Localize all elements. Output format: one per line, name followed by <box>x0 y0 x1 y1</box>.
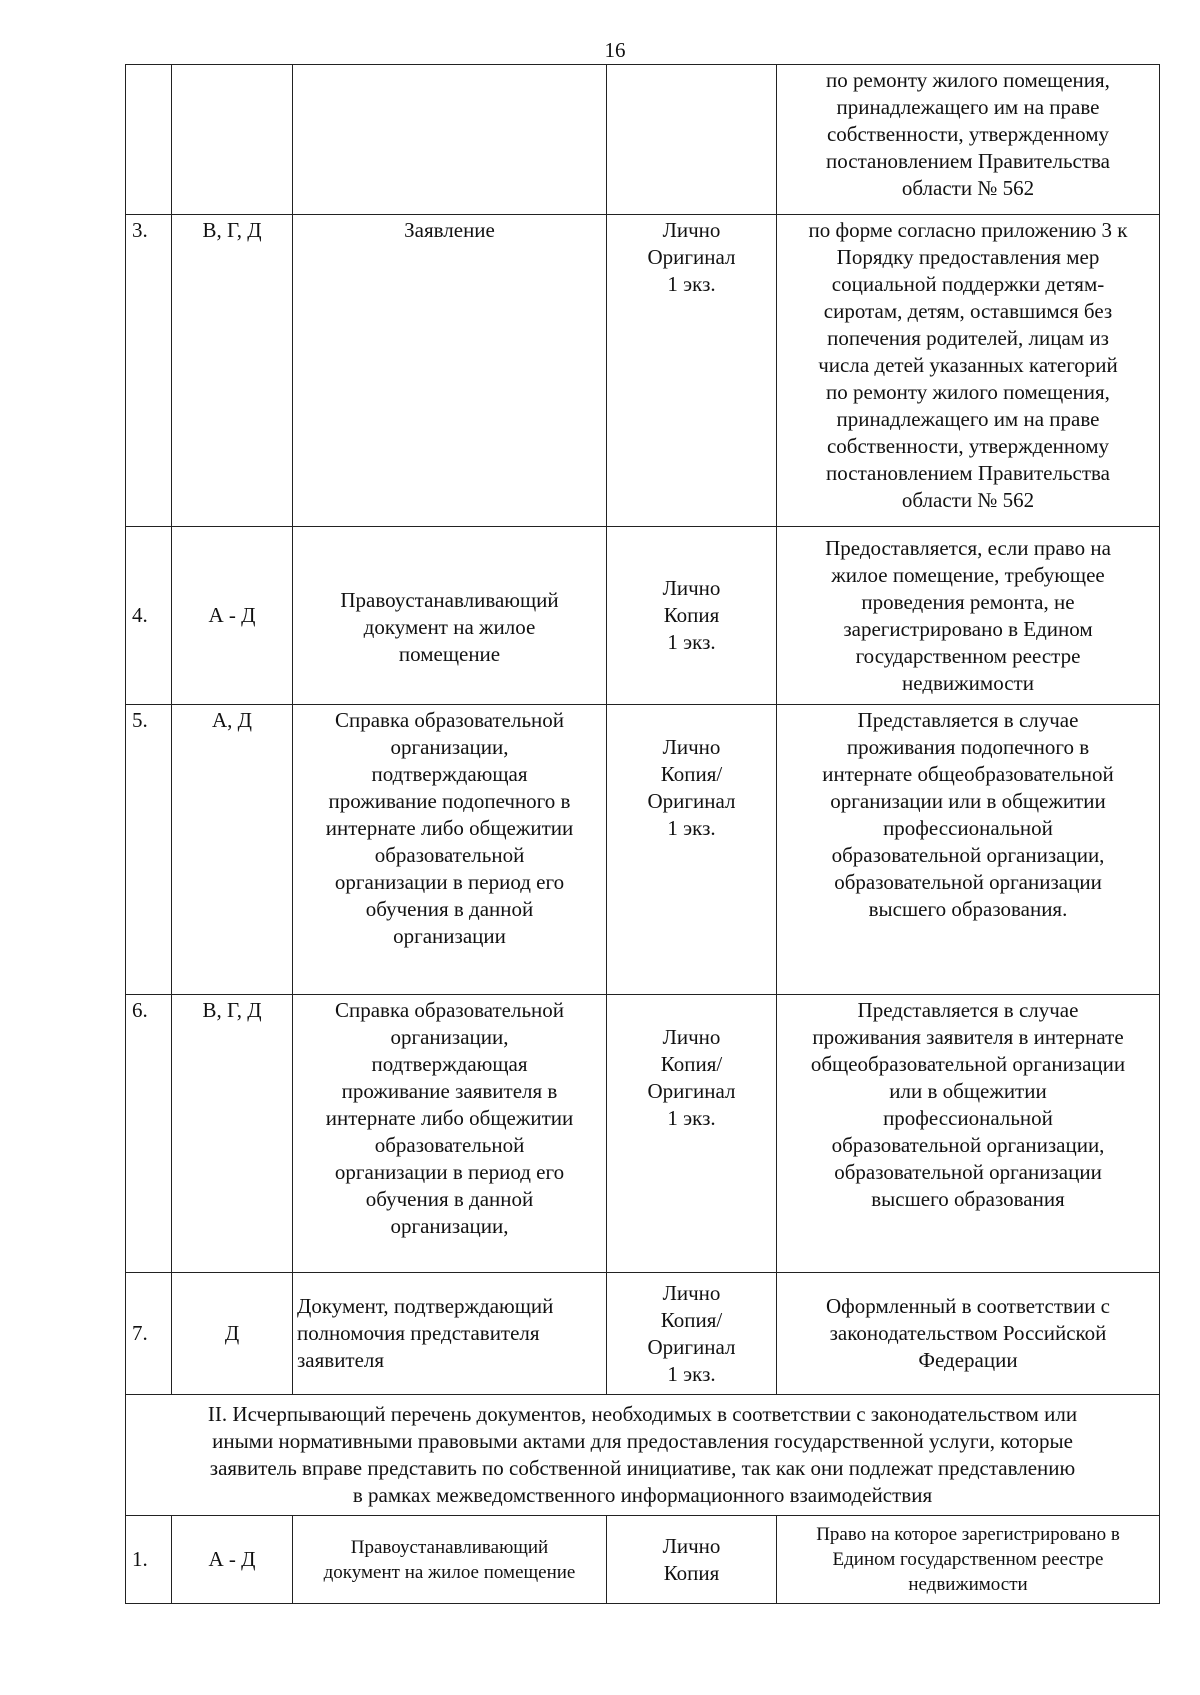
note-line: интернате общеобразовательной <box>822 762 1114 786</box>
section-line: заявитель вправе представить по собственной инициативе, так как они подлежат представлению <box>209 1456 1076 1480</box>
table-row <box>126 995 1160 1273</box>
row-document <box>293 705 607 995</box>
note-line: области № 562 <box>901 176 1035 200</box>
note-line: по форме согласно приложению 3 к <box>808 218 1128 242</box>
row-form <box>607 705 777 995</box>
form-line: 1 экз. <box>667 630 716 654</box>
row-form <box>607 65 777 215</box>
section-line: II. Исчерпывающий перечень документов, необходимых в соответствии с законодательством или <box>207 1402 1078 1426</box>
note-line: Оформленный в соответствии с <box>825 1294 1110 1318</box>
row-category: Д <box>172 1273 293 1395</box>
row-note <box>777 1273 1160 1395</box>
note-line: собственности, утвержденному <box>826 434 1110 458</box>
section-line: иными нормативными правовыми актами для предоставления государственной услуги, которые <box>212 1429 1073 1453</box>
note-line: проживания заявителя в интернате <box>812 1025 1124 1049</box>
form-line: Копия/ <box>660 1307 723 1332</box>
note-line: законодательством Российской <box>829 1321 1107 1345</box>
row-document <box>293 995 607 1273</box>
document-line: интернате либо общежитии <box>325 816 574 840</box>
table-row <box>126 1273 1160 1395</box>
section-ii-heading <box>126 1395 1160 1516</box>
note-line: высшего образования. <box>868 897 1068 921</box>
table-row <box>126 705 1160 995</box>
form-line: Лично <box>662 576 721 600</box>
note-line: организации или в общежитии <box>830 789 1106 813</box>
note-line: социальной поддержки детям- <box>831 272 1105 296</box>
note-line: числа детей указанных категорий <box>818 353 1118 377</box>
row-form <box>607 1273 777 1395</box>
note-line: постановлением Правительства <box>825 149 1110 173</box>
note-line: образовательной организации <box>834 870 1102 894</box>
row-note <box>777 527 1160 705</box>
row-form <box>607 215 777 527</box>
row-number: 1. <box>126 1516 172 1604</box>
note-line: зарегистрировано в Едином <box>843 616 1093 641</box>
table-row <box>126 527 1160 705</box>
document-line: организации, <box>390 1214 509 1238</box>
document-line: Правоустанавливающий <box>350 1536 549 1558</box>
row-number: 7. <box>126 1273 172 1395</box>
form-line: Лично <box>662 1533 721 1558</box>
note-line: государственном реестре <box>855 643 1081 668</box>
note-line: Едином государственном реестре <box>832 1549 1104 1570</box>
document-line: Документ, подтверждающий <box>297 1294 554 1318</box>
row-category: А - Д <box>172 1516 293 1604</box>
form-line: 1 экз. <box>667 1106 716 1130</box>
row-category <box>172 65 293 215</box>
form-line: Копия <box>663 1560 720 1585</box>
page-number: 16 <box>604 38 626 62</box>
row-number: 4. <box>126 527 172 705</box>
row-document <box>293 1273 607 1395</box>
document-line: организации, <box>390 735 509 759</box>
row-category: В, Г, Д <box>172 215 293 527</box>
form-line: Копия/ <box>660 762 723 786</box>
note-line: Федерации <box>918 1348 1018 1372</box>
row-note <box>777 995 1160 1273</box>
form-line: Оригинал <box>647 789 736 813</box>
note-line: по ремонту жилого помещения, <box>826 68 1110 92</box>
document-line: помещение <box>398 642 501 666</box>
document-line: документ на жилое <box>363 615 536 639</box>
row-category: А, Д <box>172 705 293 995</box>
document-line: Справка образовательной <box>334 998 565 1022</box>
row-document <box>293 527 607 705</box>
note-line: высшего образования <box>871 1187 1065 1211</box>
note-line: постановлением Правительства <box>825 461 1110 485</box>
note-line: собственности, утвержденному <box>826 122 1110 146</box>
note-line: образовательной организации, <box>831 843 1105 867</box>
row-document <box>293 65 607 215</box>
documents-table <box>125 64 1160 1604</box>
row-number: 5. <box>126 705 172 995</box>
row-number: 3. <box>126 215 172 527</box>
form-line: Оригинал <box>647 1334 736 1359</box>
note-line: Представляется в случае <box>857 998 1079 1022</box>
row-document <box>293 1516 607 1604</box>
form-line: Копия/ <box>660 1052 723 1076</box>
note-line: образовательной организации, <box>831 1133 1105 1157</box>
note-line: образовательной организации <box>834 1160 1102 1184</box>
row-note <box>777 215 1160 527</box>
row-document: Заявление <box>293 215 607 527</box>
document-line: интернате либо общежитии <box>325 1106 574 1130</box>
document-line: организации <box>393 924 506 948</box>
document-line: обучения в данной <box>365 897 534 921</box>
note-line: проведения ремонта, не <box>861 589 1075 614</box>
document-line: полномочия представителя <box>297 1321 540 1345</box>
note-line: недвижимости <box>902 670 1034 695</box>
row-form <box>607 527 777 705</box>
section-line: в рамках межведомственного информационного взаимодействия <box>352 1483 933 1507</box>
document-line: организации, <box>390 1025 509 1049</box>
document-line: образовательной <box>374 843 525 867</box>
document-line: проживание подопечного в <box>328 789 571 813</box>
document-line: Справка образовательной <box>334 708 565 732</box>
table-row <box>126 65 1160 215</box>
document-line: проживание заявителя в <box>341 1079 558 1103</box>
document-line: заявителя <box>297 1348 385 1372</box>
form-line: 1 экз. <box>667 816 716 840</box>
table-row <box>126 215 1160 527</box>
note-line: жилое помещение, требующее <box>831 562 1105 587</box>
note-line: Порядку предоставления мер <box>836 245 1100 269</box>
note-line: попечения родителей, лицам из <box>827 326 1109 350</box>
row-form <box>607 995 777 1273</box>
form-line: Лично <box>662 735 721 759</box>
note-line: недвижимости <box>908 1574 1028 1595</box>
row-category: А - Д <box>172 527 293 705</box>
row-note <box>777 65 1160 215</box>
document-line: организации в период его <box>334 870 565 894</box>
row-number: 6. <box>126 995 172 1273</box>
note-line: по ремонту жилого помещения, <box>826 380 1110 404</box>
note-line: принадлежащего им на праве <box>836 407 1100 431</box>
form-line: Лично <box>662 1280 721 1305</box>
form-line: 1 экз. <box>667 1361 716 1386</box>
note-line: профессиональной <box>883 816 1053 840</box>
form-line: Оригинал <box>647 1079 736 1103</box>
document-line: Правоустанавливающий <box>340 588 559 612</box>
row-note <box>777 1516 1160 1604</box>
note-line: профессиональной <box>883 1106 1053 1130</box>
note-line: проживания подопечного в <box>846 735 1090 759</box>
document-line: обучения в данной <box>365 1187 534 1211</box>
document-line: образовательной <box>374 1133 525 1157</box>
note-line: сиротам, детям, оставшимся без <box>823 299 1113 323</box>
document-line: подтверждающая <box>371 1052 528 1076</box>
note-line: области № 562 <box>901 488 1035 512</box>
form-line: Лично <box>662 1025 721 1049</box>
row-form <box>607 1516 777 1604</box>
note-line: Представляется в случае <box>857 708 1079 732</box>
note-line: принадлежащего им на праве <box>836 95 1100 119</box>
document-line: организации в период его <box>334 1160 565 1184</box>
row-category: В, Г, Д <box>172 995 293 1273</box>
note-line: общеобразовательной организации <box>810 1052 1126 1076</box>
section-header-row <box>126 1395 1160 1516</box>
note-line: Право на которое зарегистрировано в <box>816 1524 1120 1545</box>
form-line: 1 экз. <box>667 272 716 296</box>
note-line: Предоставляется, если право на <box>825 535 1111 560</box>
note-line: или в общежитии <box>889 1079 1047 1103</box>
row-number <box>126 65 172 215</box>
document-line: документ на жилое помещение <box>323 1561 576 1583</box>
row-note <box>777 705 1160 995</box>
form-line: Оригинал <box>647 245 736 269</box>
form-line: Копия <box>663 603 720 627</box>
table-row <box>126 1516 1160 1604</box>
document-line: подтверждающая <box>371 762 528 786</box>
form-line: Лично <box>662 218 721 242</box>
